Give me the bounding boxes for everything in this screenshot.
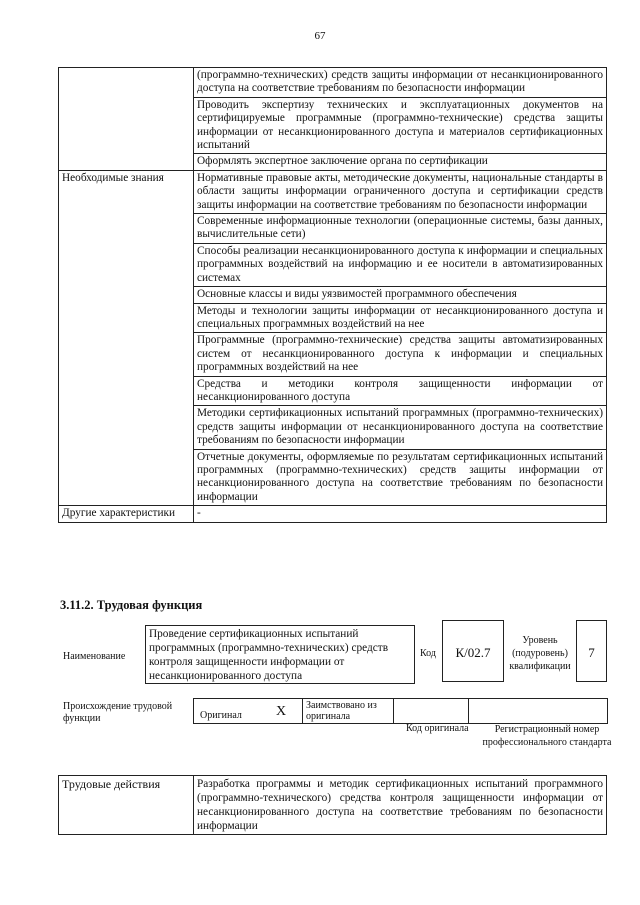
- name-label: Наименование: [63, 651, 126, 662]
- knowledge-item: Современные информационные технологии (операционные системы, базы данных, вычислительные сети): [194, 214, 607, 244]
- function-name-box: Проведение сертификационных испытаний программных (программно-технических) средств контроля защищенности информации от несанкционированного доступа: [145, 625, 415, 684]
- code-original-cell: [393, 698, 469, 724]
- borrowed-cell: [302, 698, 394, 724]
- actions-text: Разработка программы и методик сертификационных испытаний программного (программно-технического) средства контроля защищенности информации от несанкционированного доступа на соответствие требованиям по безопасности информации: [194, 776, 607, 835]
- knowledge-item: Основные классы и виды уязвимостей программного обеспечения: [194, 287, 607, 303]
- original-mark: X: [276, 704, 287, 719]
- actions-label: Трудовые действия: [59, 776, 194, 835]
- origin-row: [193, 698, 607, 724]
- table-row: [59, 506, 607, 522]
- code-original-label: Код оригинала: [406, 723, 469, 734]
- knowledge-item: Программные (программно-технические) средства защиты автоматизированных систем от несанкционированного доступа к информации и специальных программных воздействий на нее: [194, 333, 607, 376]
- table-row: [59, 68, 607, 98]
- code-value-box: К/02.7: [442, 620, 504, 682]
- actions-table: [58, 775, 607, 835]
- page-number: 67: [314, 30, 326, 42]
- skill-item: Проводить экспертизу технических и эксплуатационных документов на сертифицируемые программные (программно-технические) средства защиты информации от несанкционированного доступа и материалов сертификационных испытаний: [194, 97, 607, 154]
- knowledge-item: Нормативные правовые акты, методические документы, национальные стандарты в области защиты информации ограниченного доступа и сертификации средств защиты информации на соответствие требованиям по безопасности информации: [194, 170, 607, 213]
- original-label: Оригинал: [200, 710, 242, 721]
- knowledge-item: Методики сертификационных испытаний программных (программно-технических) средств защиты информации от несанкционированного доступа на соответствие требованиям по безопасности информации: [194, 406, 607, 449]
- knowledge-item: Способы реализации несанкционированного доступа к информации и специальных программных воздействий на информацию и ее носители в автоматизированных системах: [194, 243, 607, 286]
- reg-number-cell: [468, 698, 608, 724]
- row-label-other: Другие характеристики: [59, 506, 194, 522]
- knowledge-item: Отчетные документы, оформляемые по результатам сертификационных испытаний программных (программно-технических) средств защиты информации от несанкционированного доступа на соответствие требованиям по безопасности информации: [194, 449, 607, 506]
- row-label: [59, 68, 194, 171]
- knowledge-item: Методы и технологии защиты информации от несанкционированного доступа и специальных программных воздействий на нее: [194, 303, 607, 333]
- row-label-knowledge: Необходимые знания: [59, 170, 194, 505]
- origin-label: Происхождение трудовой функции: [63, 701, 173, 724]
- other-item: -: [194, 506, 607, 522]
- table-row: [59, 776, 607, 835]
- original-cell: [193, 698, 303, 724]
- requirements-table: [58, 67, 607, 523]
- borrowed-label: Заимствовано из оригинала: [306, 700, 377, 722]
- code-label: Код: [420, 648, 436, 659]
- level-value-box: 7: [576, 620, 607, 682]
- section-title: 3.11.2. Трудовая функция: [60, 598, 203, 612]
- skill-item: (программно-технических) средств защиты информации от несанкционированного доступа на соответствие требованиям по безопасности информации: [194, 68, 607, 98]
- skill-item: Оформлять экспертное заключение органа по сертификации: [194, 154, 607, 170]
- table-row: [59, 170, 607, 213]
- knowledge-item: Средства и методики контроля защищенности информации от несанкционированного доступа: [194, 376, 607, 406]
- reg-number-label: Регистрационный номер профессионального стандарта: [482, 724, 612, 748]
- level-label: Уровень (подуровень) квалификации: [509, 635, 571, 672]
